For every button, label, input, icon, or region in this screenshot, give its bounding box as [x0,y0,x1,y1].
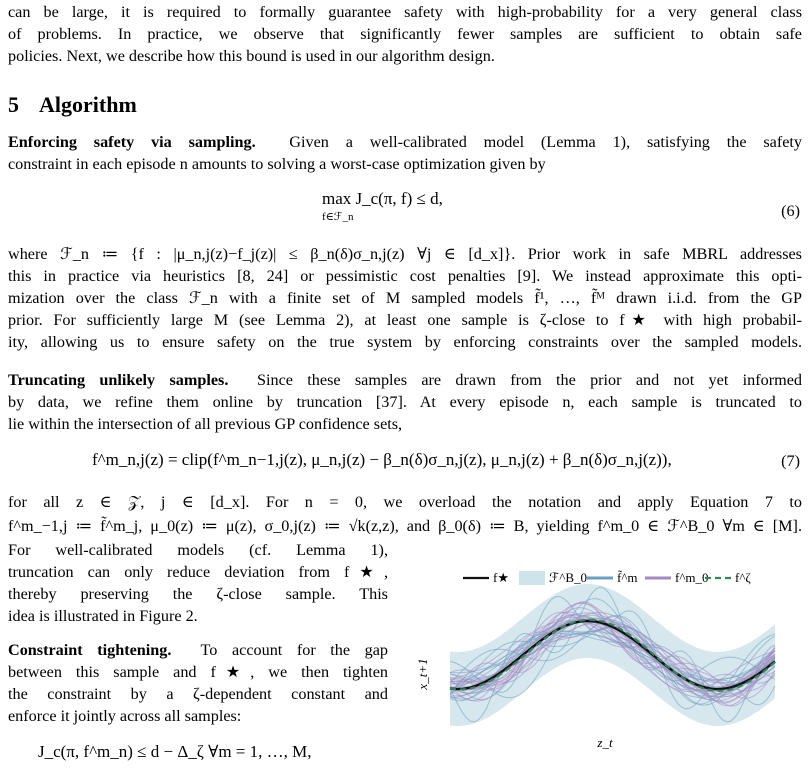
col-line-3: thereby preserving the ζ-close sample. This [8,585,388,603]
equation-6-number: (6) [781,202,800,220]
intro-line-3: policies. Next, we describe how this bound is used in our algorithm design. [8,47,495,65]
section-number: 5 [8,92,19,117]
col-line-5 [8,640,388,660]
equation-6 [322,189,443,209]
para1b-line-5: ity, allowing us to ensure safety on the true system by enforcing constraints over the sampled models. [8,333,802,351]
legend-band-swatch [519,571,545,585]
col-text-5: To account for the gap [200,641,388,659]
col-line-6: between this sample and f★, we then tighten [8,663,388,681]
para2-text-1: Since these samples are drawn from the prior and not yet informed [257,371,802,389]
legend-prior-label: f̃^m [617,570,638,585]
y-axis-label: x_t+1 [415,658,430,690]
figure-plot [405,560,805,767]
para2-line-2: by data, we refine them online by truncation [37]. At every episode n, each sample is truncated to [8,393,802,411]
section-heading [8,92,137,118]
para2-line-5: f^m_−1,j ≔ f̃^m_j, μ_0(z) ≔ μ(z), σ_0,j(z) ≔ √k(z,z), and β_0(δ) ≔ B, yielding f^m_0 ∈ ℱ^B_0 ∀m ∈ [M]. [8,517,802,535]
x-axis-label: z_t [597,735,613,750]
figure-legend [463,570,751,585]
intro-line-1: can be large, it is required to formally guarantee safety with high-probability for a very general class [8,3,802,21]
para2-line-4: for all z ∈ 𝒵, j ∈ [d_x]. For n = 0, we overload the notation and apply Equation 7 to [8,493,802,511]
para1b-line-2: this in practice via heuristics [8, 24] or pessimistic cost penalties [9]. We instead approximate this opti- [8,267,802,285]
para1b-line-1: where ℱ_n ≔ {f : |μ_n,j(z)−f_j(z)| ≤ β_n(δ)σ_n,j(z) ∀j ∈ [d_x]}. Prior work in safe MBRL addresses [8,245,802,263]
equation-6-body: max J_c(π, f) ≤ d, [322,189,443,208]
legend-band-label: ℱ^B_0 [549,570,587,585]
col-line-8: enforce it jointly across all samples: [8,707,242,725]
para2-line-3: lie within the intersection of all previous GP confidence sets, [8,415,403,433]
col-line-7: the constraint by a ζ-dependent constant and [8,685,388,703]
col-heading: Constraint tightening. [8,641,172,659]
legend-fstar-label: f★ [493,570,509,585]
para1-text-1: Given a well-calibrated model (Lemma 1), satisfying the safety [289,133,802,151]
para2-line-1 [8,370,802,390]
equation-6-subscript: f∈ℱ_n [322,211,354,223]
col-line-2: truncation can only reduce deviation from f★, [8,563,388,581]
intro-line-2: of problems. In practice, we observe that significantly fewer samples are sufficient to obtain safe [8,25,802,43]
para1b-line-4: prior. For sufficiently large M (see Lemma 2), at least one sample is ζ-close to f★ with high probabil- [8,311,802,329]
equation-constraint: J_c(π, f^m_n) ≤ d − Δ_ζ ∀m = 1, …, M, [38,742,312,761]
legend-fzeta-label: f^ζ [735,570,751,585]
col-line-4: idea is illustrated in Figure 2. [8,607,198,625]
para1-line-1 [8,132,802,152]
para2-heading: Truncating unlikely samples. [8,371,229,389]
para1b-line-3: mization over the class ℱ_n with a finite set of M sampled models f̃¹, …, f̃ᴹ drawn i.i.d. from the GP [8,289,802,307]
section-title: Algorithm [39,92,137,117]
figure-2 [405,560,805,767]
equation-7-number: (7) [781,452,800,470]
equation-7: f^m_n,j(z) = clip(f^m_n−1,j(z), μ_n,j(z) − β_n(δ)σ_n,j(z), μ_n,j(z) + β_n(δ)σ_n,j(z)), [92,450,672,469]
legend-trunc-label: f^m_0 [675,570,709,585]
para1-line-2: constraint in each episode n amounts to solving a worst-case optimization given by [8,155,546,173]
col-line-1: For well-calibrated models (cf. Lemma 1), [8,541,388,559]
para1-heading: Enforcing safety via sampling. [8,133,256,151]
